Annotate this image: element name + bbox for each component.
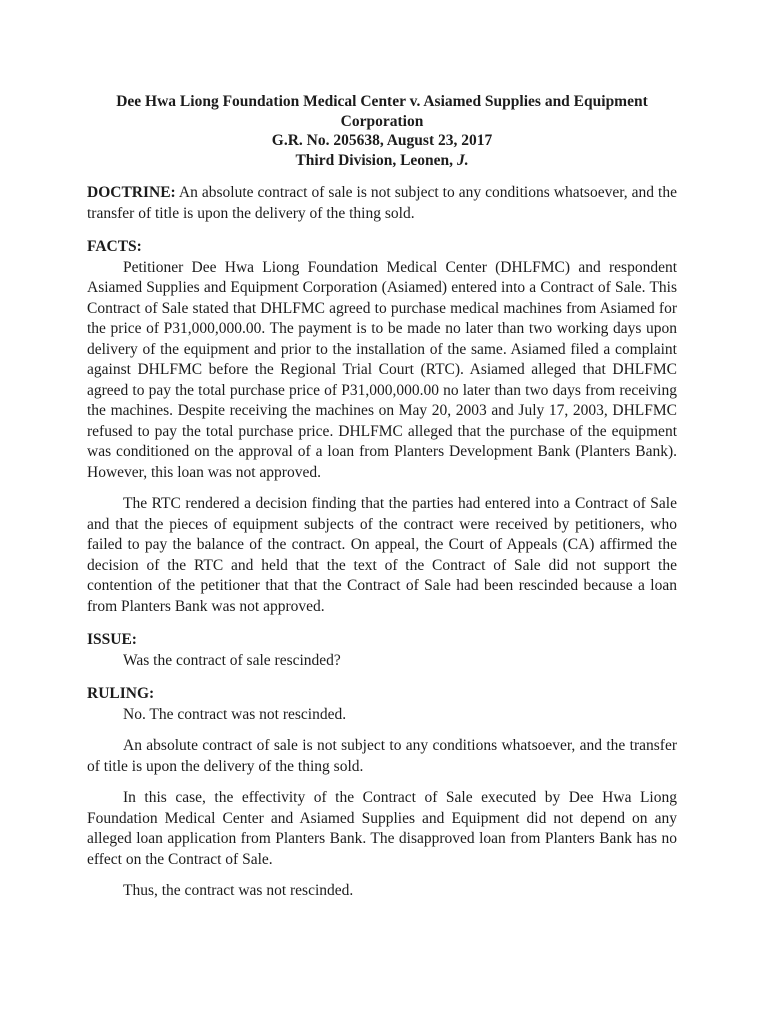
case-title-line-1: Dee Hwa Liong Foundation Medical Center v. Asiamed Supplies and Equipment <box>116 93 648 110</box>
doctrine-label: DOCTRINE: <box>87 184 176 201</box>
ruling-heading: RULING: <box>87 685 155 702</box>
doctrine-text: An absolute contract of sale is not subject to any conditions whatsoever, and the transfer of title is upon the delivery of the thing sold. <box>87 184 677 222</box>
case-title-line-2: Corporation <box>340 112 424 130</box>
case-title-block <box>87 92 677 170</box>
facts-paragraph-2: The RTC rendered a decision finding that the parties had entered into a Contract of Sale and that the pieces of equipment subjects of the contract were received by petitioners, who failed to pay the balance of the contract. On appeal, the Court of Appeals (CA) affirmed the decision of the RTC and held that the text of the Contract of Sale did not support the contention of the petitioner that that the Contract of Sale had been rescinded because a loan from Planters Bank was not approved. <box>87 495 677 615</box>
justice-initial: J. <box>456 151 469 169</box>
ruling-paragraph-4: Thus, the contract was not rescinded. <box>123 882 354 899</box>
issue-question: Was the contract of sale rescinded? <box>123 651 341 669</box>
doctrine-paragraph <box>87 183 677 224</box>
ruling-paragraph-1: No. The contract was not rescinded. <box>123 705 347 723</box>
facts-heading: FACTS: <box>87 238 142 255</box>
division-line <box>87 151 677 171</box>
ruling-paragraph-2: An absolute contract of sale is not subject to any conditions whatsoever, and the transfer of title is upon the delivery of the thing sold. <box>87 737 677 775</box>
ruling-paragraph-3: In this case, the effectivity of the Contract of Sale executed by Dee Hwa Liong Foundation Medical Center and Asiamed Supplies and Equipment did not depend on any alleged loan application from Planters Bank. The disapproved loan from Planters Bank has no effect on the Contract of Sale. <box>87 789 677 868</box>
issue-heading: ISSUE: <box>87 631 137 648</box>
gr-number-line: G.R. No. 205638, August 23, 2017 <box>271 132 493 149</box>
division-text: Third Division, Leonen, <box>295 151 457 169</box>
facts-paragraph-1: Petitioner Dee Hwa Liong Foundation Medical Center (DHLFMC) and respondent Asiamed Supplies and Equipment Corporation (Asiamed) entered into a Contract of Sale. This Contract of Sale stated that DHLFMC agreed to purchase medical machines from Asiamed for the price of P31,000,000.00. The payment is to be made no later than two working days upon delivery of the equipment and prior to the installation of the same. Asiamed filed a complaint against DHLFMC before the Regional Trial Court (RTC). Asiamed alleged that DHLFMC agreed to pay the total purchase price of P31,000,000.00 no later than two days from receiving the machines. Despite receiving the machines on May 20, 2003 and July 17, 2003, DHLFMC refused to pay the total purchase price. DHLFMC alleged that the purchase of the equipment was conditioned on the approval of a loan from Planters Development Bank (Planters Bank). However, this loan was not approved. <box>87 258 677 481</box>
